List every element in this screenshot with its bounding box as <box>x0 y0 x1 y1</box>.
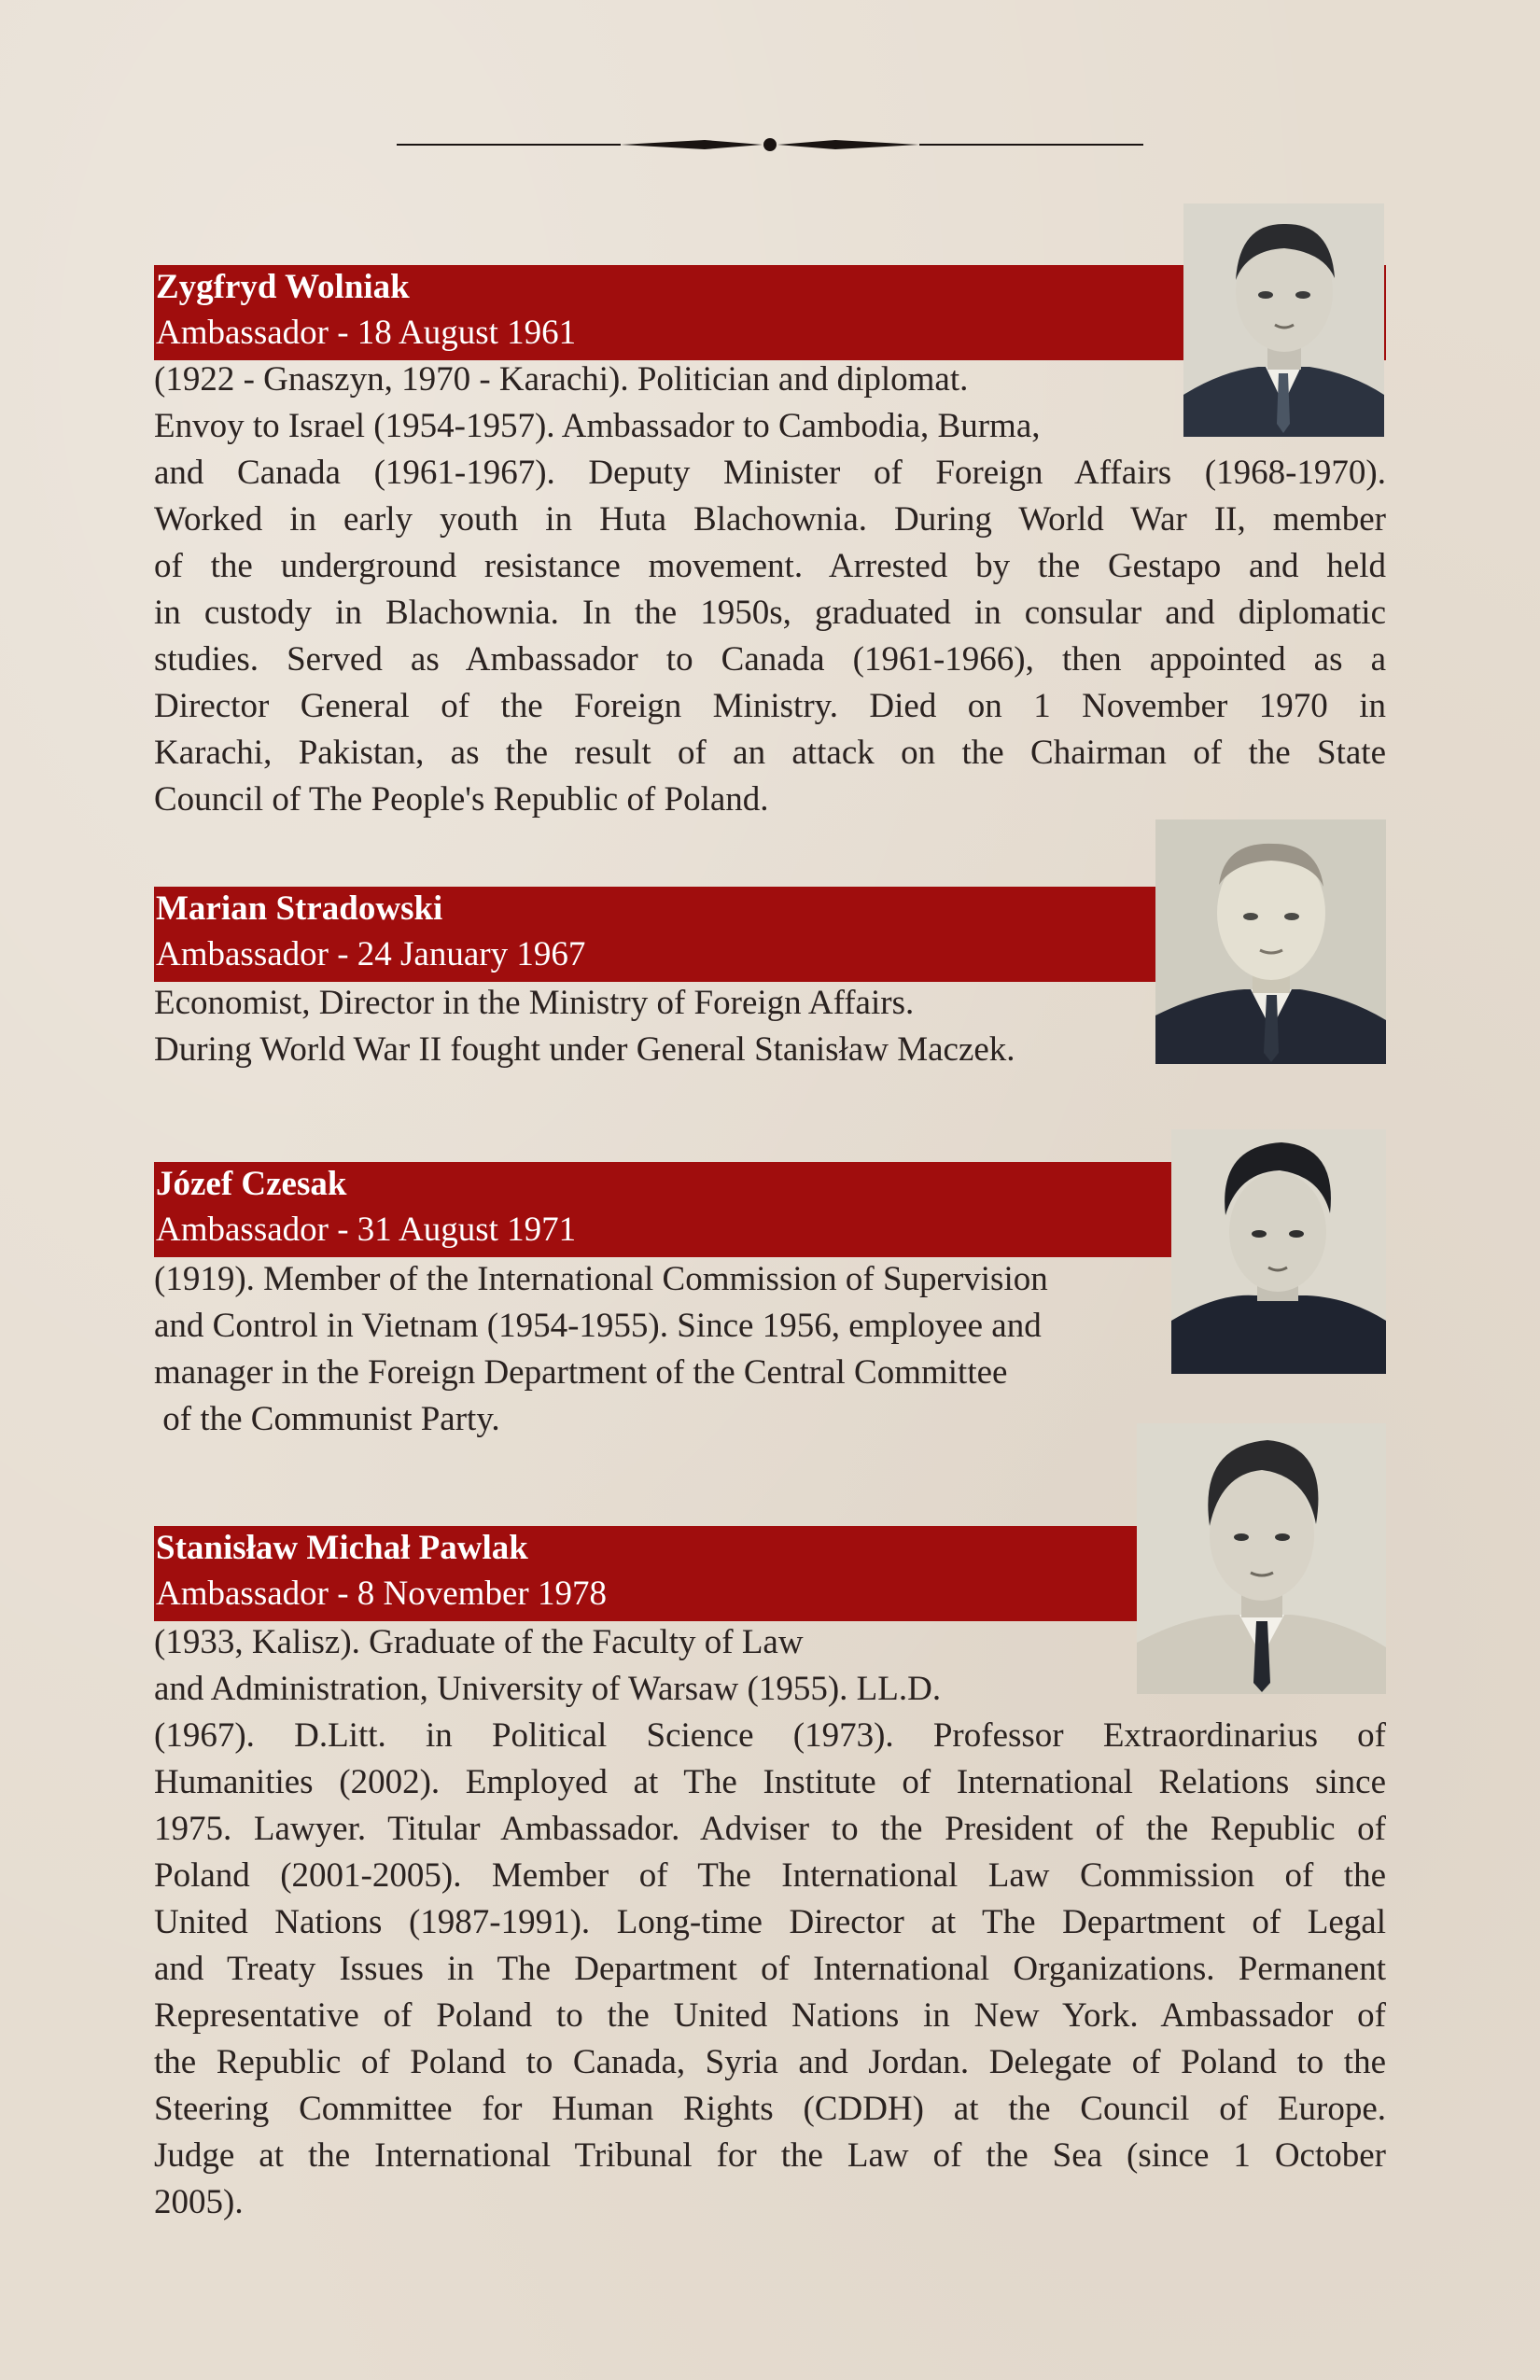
bio-line: Steering Committee for Human Rights (CDDH) at the Council of Europe. <box>154 2090 1386 2128</box>
portrait-photo-stradowski <box>1155 819 1386 1064</box>
portrait-photo-wolniak <box>1183 203 1384 437</box>
bio-line: 2005). <box>154 2183 244 2221</box>
ambassador-name: Józef Czesak <box>156 1165 347 1203</box>
ambassador-title-date: Ambassador - 24 January 1967 <box>156 935 586 973</box>
bio-line: Humanities (2002). Employed at The Institute of International Relations since <box>154 1763 1386 1801</box>
bio-line: Karachi, Pakistan, as the result of an attack on the Chairman of the State <box>154 734 1386 772</box>
bio-line: 1975. Lawyer. Titular Ambassador. Adviser to the President of the Republic of <box>154 1810 1386 1848</box>
bio-line: and Control in Vietnam (1954-1955). Since 1956, employee and <box>154 1307 1042 1345</box>
bio-line: Worked in early youth in Huta Blachownia. During World War II, member <box>154 500 1386 539</box>
bio-line: and Treaty Issues in The Department of International Organizations. Permanent <box>154 1950 1386 1988</box>
ambassador-name: Stanisław Michał Pawlak <box>156 1529 528 1567</box>
bio-line: Poland (2001-2005). Member of The International Law Commission of the <box>154 1856 1386 1895</box>
bio-line: (1933, Kalisz). Graduate of the Faculty of Law <box>154 1623 804 1661</box>
portrait-photo-czesak <box>1171 1129 1386 1374</box>
bio-line: Director General of the Foreign Ministry. Died on 1 November 1970 in <box>154 687 1386 725</box>
ambassador-name: Zygfryd Wolniak <box>156 268 410 306</box>
bio-line: studies. Served as Ambassador to Canada (1961-1966), then appointed as a <box>154 640 1386 679</box>
bio-line: During World War II fought under General Stanisław Maczek. <box>154 1030 1015 1069</box>
bio-line: and Administration, University of Warsaw (1955). LL.D. <box>154 1670 942 1708</box>
ambassador-title-date: Ambassador - 31 August 1971 <box>156 1211 577 1249</box>
ambassador-title-date: Ambassador - 18 August 1961 <box>156 314 577 352</box>
bio-line: (1919). Member of the International Commission of Supervision <box>154 1260 1048 1298</box>
ambassador-name: Marian Stradowski <box>156 889 443 928</box>
bio-line: Council of The People's Republic of Poland. <box>154 780 769 819</box>
bio-line: the Republic of Poland to Canada, Syria and Jordan. Delegate of Poland to the <box>154 2043 1386 2081</box>
biography-text <box>154 1619 1386 2226</box>
bio-line: Representative of Poland to the United Nations in New York. Ambassador of <box>154 1996 1386 2035</box>
bio-line: Judge at the International Tribunal for the Law of the Sea (since 1 October <box>154 2136 1386 2175</box>
portrait-photo-pawlak <box>1137 1423 1386 1694</box>
bio-line: and Canada (1961-1967). Deputy Minister of Foreign Affairs (1968-1970). <box>154 454 1386 492</box>
biography-text <box>154 1256 1143 1443</box>
bio-line: Economist, Director in the Ministry of Foreign Affairs. <box>154 984 915 1022</box>
bio-line: of the underground resistance movement. Arrested by the Gestapo and held <box>154 547 1386 585</box>
biography-text <box>154 980 1143 1073</box>
ornament-divider <box>397 121 1143 168</box>
bio-line: of the Communist Party. <box>154 1400 500 1438</box>
bio-line: (1967). D.Litt. in Political Science (1973). Professor Extraordinarius of <box>154 1716 1386 1755</box>
bio-line: manager in the Foreign Department of the Central Committee <box>154 1353 1008 1392</box>
bio-line: in custody in Blachownia. In the 1950s, graduated in consular and diplomatic <box>154 594 1386 632</box>
bio-line: United Nations (1987-1991). Long-time Director at The Department of Legal <box>154 1903 1386 1941</box>
bio-line: Envoy to Israel (1954-1957). Ambassador to Cambodia, Burma, <box>154 407 1041 445</box>
ambassador-title-date: Ambassador - 8 November 1978 <box>156 1575 607 1613</box>
bio-line: (1922 - Gnaszyn, 1970 - Karachi). Politician and diplomat. <box>154 360 969 399</box>
